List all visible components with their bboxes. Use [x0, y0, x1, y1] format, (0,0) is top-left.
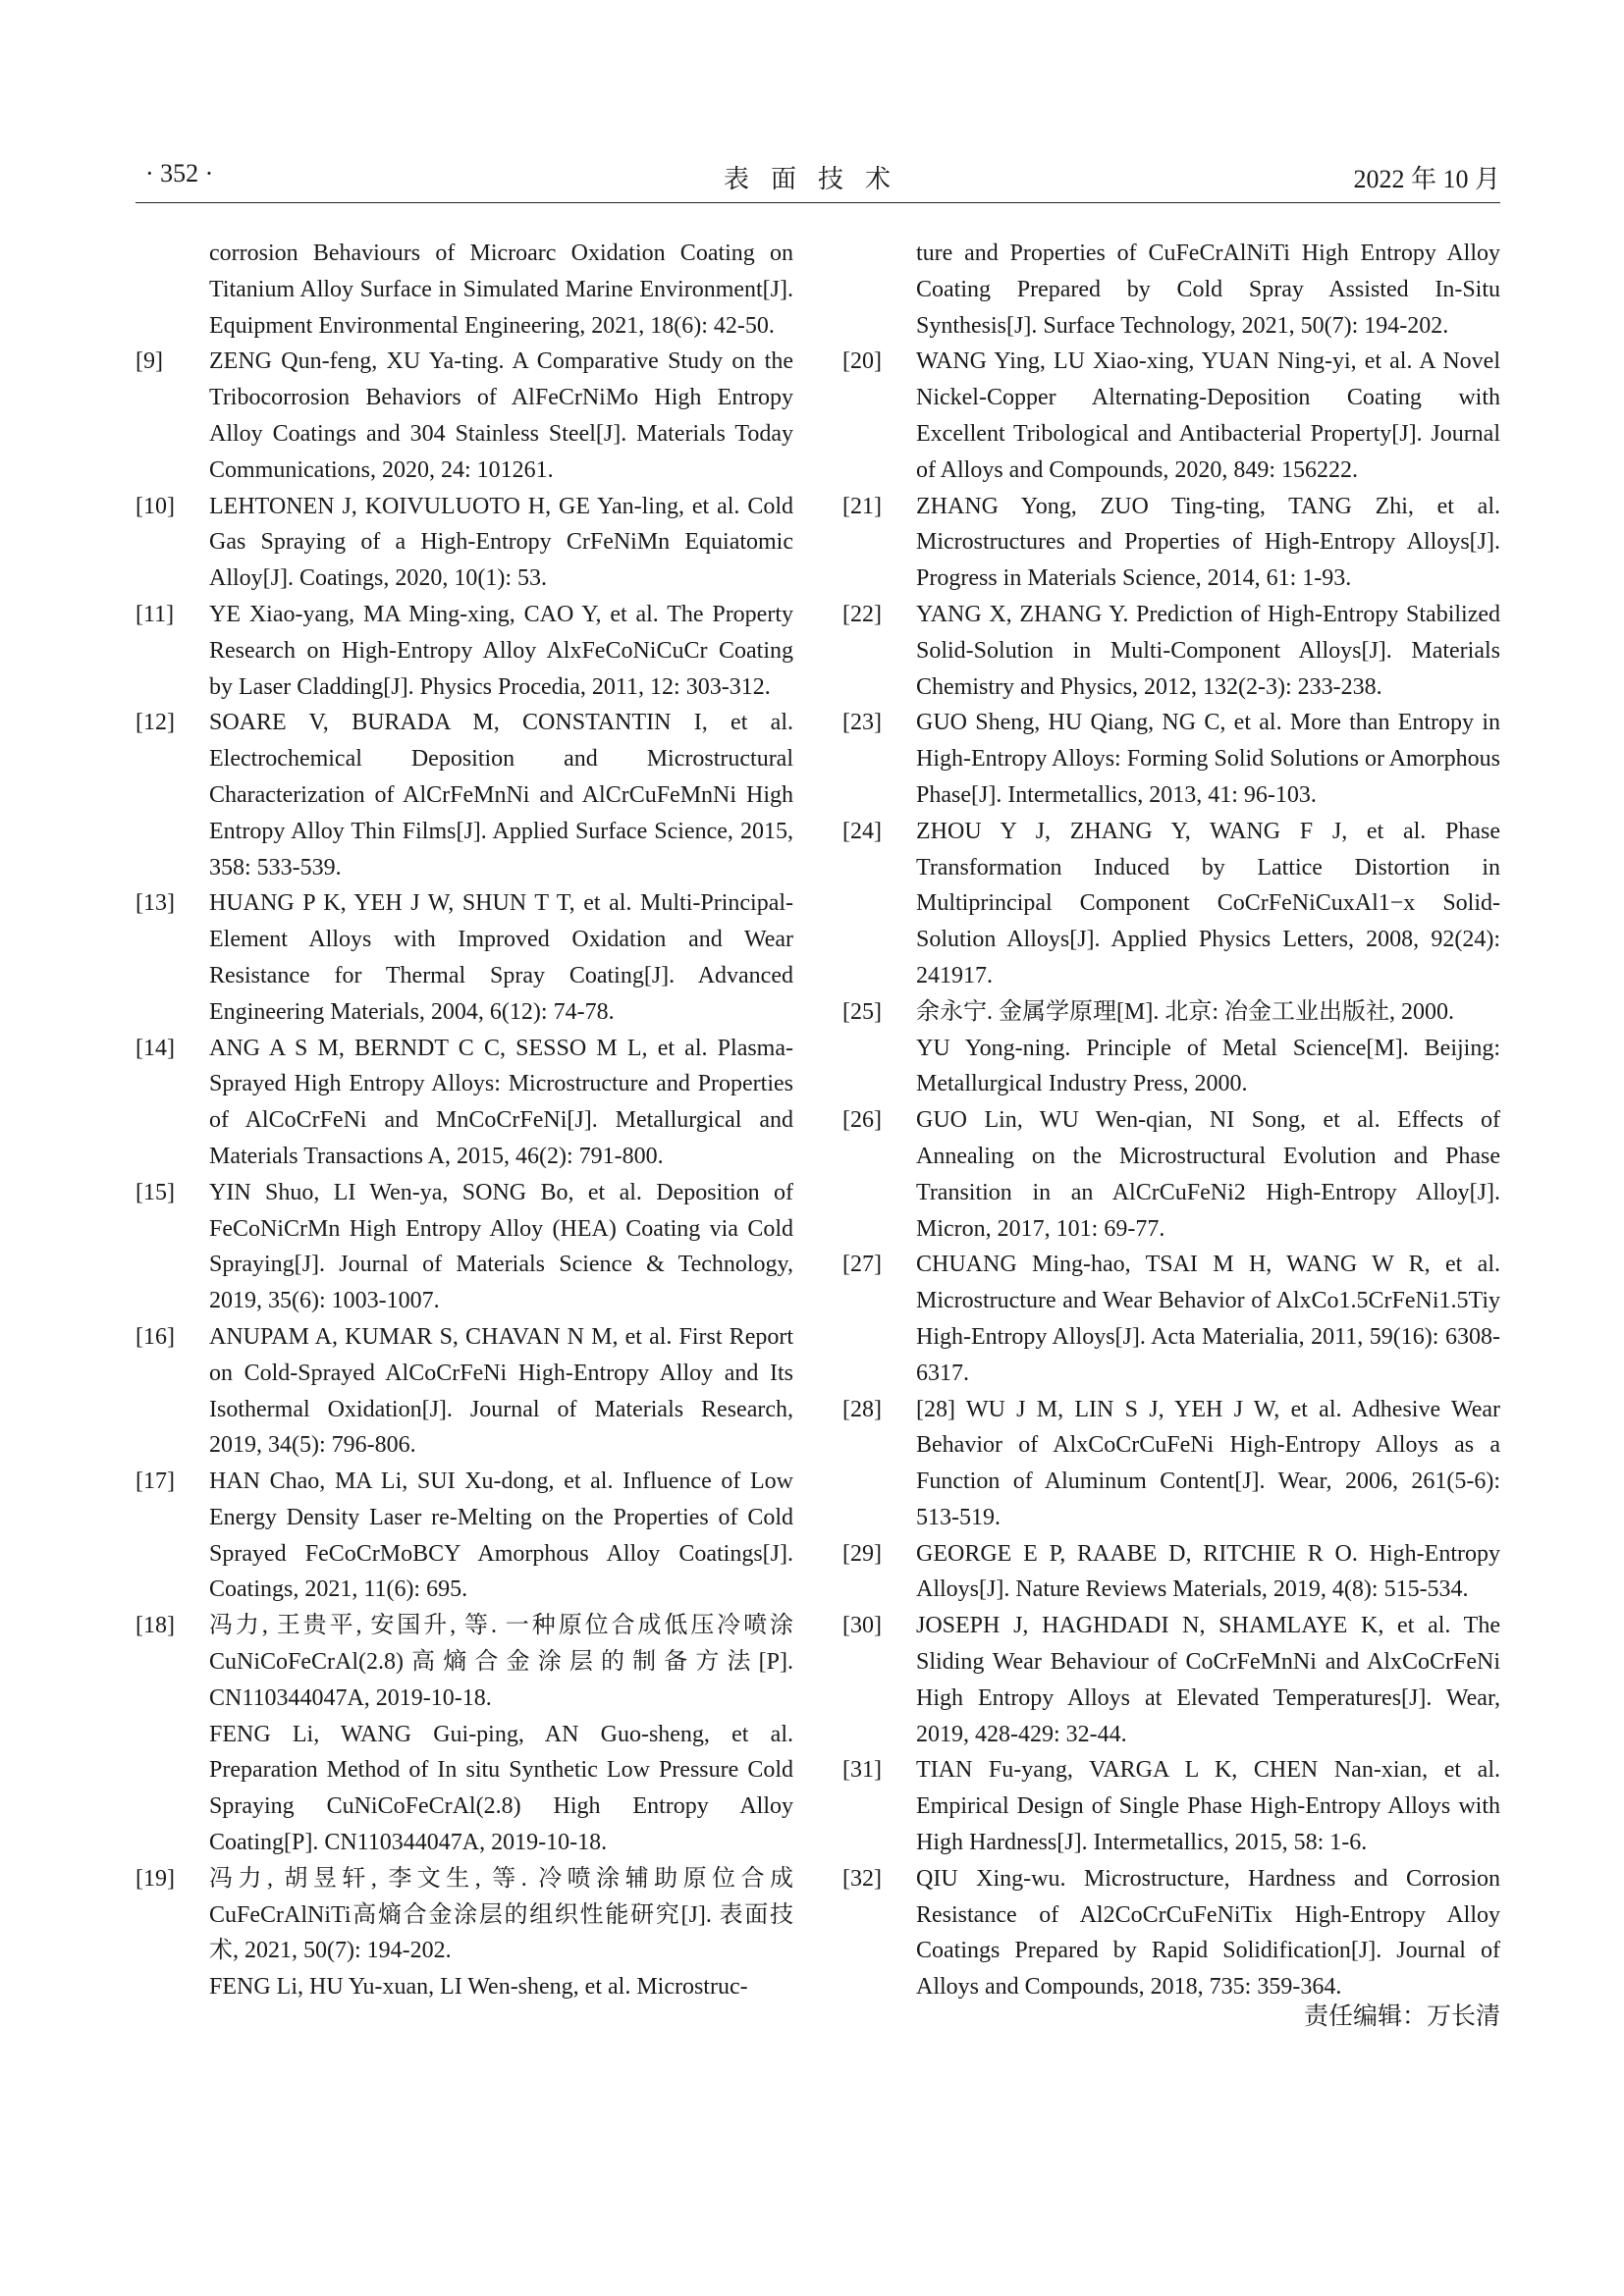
reference-number: [31]: [842, 1757, 882, 1784]
reference-number: [32]: [842, 1865, 882, 1892]
reference-text: YIN Shuo, LI Wen-ya, SONG Bo, et al. Deposition of FeCoNiCrMn High Entropy Alloy (HEA) Coating via Cold Spraying[J]. Journal of Materials Science & Technology, 2019, 35(6): 1003-1007.: [209, 1179, 793, 1314]
reference-text: YE Xiao-yang, MA Ming-xing, CAO Y, et al. The Property Research on High-Entropy Alloy AlxFeCoNiCuCr Coating by Laser Cladding[J]. Physics Procedia, 2011, 12: 303-312.: [209, 601, 793, 700]
reference-entry: [135, 1031, 793, 1175]
reference-text: SOARE V, BURADA M, CONSTANTIN I, et al. Electrochemical Deposition and Microstructural Characterization of AlCrFeMnNi and AlCrCuFeMnNi High Entropy Alloy Thin Films[J]. Applied Surface Science, 2015, 358: 533-539.: [209, 710, 793, 881]
reference-entry: [135, 1861, 793, 2005]
journal-title: 表面技术: [723, 165, 912, 193]
reference-text: GUO Sheng, HU Qiang, NG C, et al. More than Entropy in High-Entropy Alloys: Forming Solid Solutions or Amorphous Phase[J]. Intermetallics, 2013, 41: 96-103.: [916, 710, 1500, 808]
reference-entry: [135, 489, 793, 597]
right-column: [842, 236, 1500, 2005]
reference-entry: [135, 705, 793, 885]
reference-text: YANG X, ZHANG Y. Prediction of High-Entropy Stabilized Solid-Solution in Multi-Component Alloys[J]. Materials Chemistry and Physics, 2012, 132(2-3): 233-238.: [916, 601, 1500, 700]
reference-text: HAN Chao, MA Li, SUI Xu-dong, et al. Influence of Low Energy Density Laser re-Melting on the Properties of Cold Sprayed FeCoCrMoBCY Amorphous Alloy Coatings[J]. Coatings, 2021, 11(6): 695.: [209, 1468, 793, 1603]
header-rule: [135, 202, 1500, 203]
reference-entry: [842, 994, 1500, 1102]
reference-entry: [842, 1102, 1500, 1247]
reference-number: [16]: [135, 1323, 175, 1350]
page-number: · 352 ·: [145, 159, 214, 187]
reference-number: [15]: [135, 1179, 175, 1205]
reference-number: [14]: [135, 1035, 175, 1061]
reference-entry: [842, 344, 1500, 488]
reference-entry: [135, 236, 793, 344]
reference-number: [20]: [842, 348, 882, 375]
reference-text: YU Yong-ning. Principle of Metal Science[M]. Beijing: Metallurgical Industry Press, 2000.: [916, 1035, 1500, 1097]
reference-text: ANG A S M, BERNDT C C, SESSO M L, et al. Plasma-Sprayed High Entropy Alloys: Microstructure and Properties of AlCoCrFeNi and MnCoCrFeNi[J]. Metallurgical and Materials Transactions A, 2015, 46(2): 791-800.: [209, 1035, 793, 1169]
reference-text: 冯力, 王贵平, 安国升, 等. 一种原位合成低压冷喷涂CuNiCoFeCrAl(2.8)高熵合金涂层的制备方法[P]. CN110344047A, 2019-10-18.: [209, 1613, 793, 1711]
reference-entry: [135, 1319, 793, 1464]
reference-text: GEORGE E P, RAABE D, RITCHIE R O. High-Entropy Alloys[J]. Nature Reviews Materials, 2019, 4(8): 515-534.: [916, 1540, 1500, 1603]
reference-entry: [135, 597, 793, 705]
reference-text: FENG Li, HU Yu-xuan, LI Wen-sheng, et al. Microstruc-: [209, 1974, 748, 2001]
left-column: [135, 236, 793, 2005]
reference-text: QIU Xing-wu. Microstructure, Hardness and Corrosion Resistance of Al2CoCrCuFeNiTix High-Entropy Alloy Coatings Prepared by Rapid Solidification[J]. Journal of Alloys and Compounds, 2018, 735: 359-364.: [916, 1865, 1500, 2001]
reference-text: ZENG Qun-feng, XU Ya-ting. A Comparative Study on the Tribocorrosion Behaviors of AlFeCrNiMo High Entropy Alloy Coatings and 304 Stainless Steel[J]. Materials Today Communications, 2020, 24: 101261.: [209, 348, 793, 483]
reference-number: [28]: [842, 1396, 882, 1422]
reference-text: WANG Ying, LU Xiao-xing, YUAN Ning-yi, et al. A Novel Nickel-Copper Alternating-Deposition Coating with Excellent Tribological and Antibacterial Property[J]. Journal of Alloys and Compounds, 2020, 849: 156222.: [916, 348, 1500, 483]
issue-date: 2022 年 10 月: [1353, 165, 1500, 193]
reference-number: [21]: [842, 493, 882, 519]
reference-number: [22]: [842, 601, 882, 627]
reference-text: [28] WU J M, LIN S J, YEH J W, et al. Adhesive Wear Behavior of AlxCoCrCuFeNi High-Entropy Alloys as a Function of Aluminum Content[J]. Wear, 2006, 261(5-6): 513-519.: [916, 1396, 1500, 1530]
reference-text: ZHANG Yong, ZUO Ting-ting, TANG Zhi, et al. Microstructures and Properties of High-Entropy Alloys[J]. Progress in Materials Science, 2014, 61: 1-93.: [916, 493, 1500, 592]
reference-entry: [135, 1175, 793, 1319]
reference-text: GUO Lin, WU Wen-qian, NI Song, et al. Effects of Annealing on the Microstructural Evolution and Phase Transition in an AlCrCuFeNi2 High-Entropy Alloy[J]. Micron, 2017, 101: 69-77.: [916, 1107, 1500, 1242]
reference-text: ture and Properties of CuFeCrAlNiTi High Entropy Alloy Coating Prepared by Cold Spray Assisted In-Situ Synthesis[J]. Surface Technology, 2021, 50(7): 194-202.: [916, 240, 1500, 339]
reference-entry: [842, 236, 1500, 344]
reference-entry: [842, 1752, 1500, 1860]
reference-entry: [842, 1536, 1500, 1609]
reference-entry: [842, 1861, 1500, 2005]
reference-entry: [842, 814, 1500, 994]
reference-text: LEHTONEN J, KOIVULUOTO H, GE Yan-ling, et al. Cold Gas Spraying of a High-Entropy CrFeNiMn Equiatomic Alloy[J]. Coatings, 2020, 10(1): 53.: [209, 493, 793, 592]
reference-text: TIAN Fu-yang, VARGA L K, CHEN Nan-xian, et al. Empirical Design of Single Phase High-Entropy Alloys with High Hardness[J]. Intermetallics, 2015, 58: 1-6.: [916, 1757, 1500, 1856]
reference-number: [17]: [135, 1468, 175, 1495]
reference-entry: [842, 489, 1500, 597]
reference-number: [30]: [842, 1613, 882, 1639]
reference-entry: [135, 1464, 793, 1608]
reference-text: 冯力, 胡昱轩, 李文生, 等. 冷喷涂辅助原位合成CuFeCrAlNiTi高熵合金涂层的组织性能研究[J]. 表面技术, 2021, 50(7): 194-202.: [209, 1865, 793, 1964]
reference-text: ANUPAM A, KUMAR S, CHAVAN N M, et al. First Report on Cold-Sprayed AlCoCrFeNi High-Entropy Alloy and Its Isothermal Oxidation[J]. Journal of Materials Research, 2019, 34(5): 796-806.: [209, 1323, 793, 1459]
reference-text: JOSEPH J, HAGHDADI N, SHAMLAYE K, et al. The Sliding Wear Behaviour of CoCrFeMnNi and AlxCoCrFeNi High Entropy Alloys at Elevated Temperatures[J]. Wear, 2019, 428-429: 32-44.: [916, 1613, 1500, 1747]
reference-number: [29]: [842, 1540, 882, 1567]
reference-entry: [842, 705, 1500, 813]
reference-number: [12]: [135, 710, 175, 736]
reference-text: HUANG P K, YEH J W, SHUN T T, et al. Multi-Principal-Element Alloys with Improved Oxidation and Wear Resistance for Thermal Spray Coating[J]. Advanced Engineering Materials, 2004, 6(12): 74-78.: [209, 890, 793, 1025]
reference-text: corrosion Behaviours of Microarc Oxidation Coating on Titanium Alloy Surface in Simulated Marine Environment[J]. Equipment Environmental Engineering, 2021, 18(6): 42-50.: [209, 240, 793, 339]
reference-number: [26]: [842, 1107, 882, 1134]
running-header: [135, 155, 1500, 196]
reference-entry: [842, 1247, 1500, 1391]
reference-number: [10]: [135, 493, 175, 519]
reference-text: ZHOU Y J, ZHANG Y, WANG F J, et al. Phase Transformation Induced by Lattice Distortion in Multiprincipal Component CoCrFeNiCuxAl1−x Solid-Solution Alloys[J]. Applied Physics Letters, 2008, 92(24): 241917.: [916, 818, 1500, 988]
reference-entry: [842, 597, 1500, 705]
reference-entry: [135, 344, 793, 488]
reference-number: [23]: [842, 710, 882, 736]
reference-text: 余永宁. 金属学原理[M]. 北京: 冶金工业出版社, 2000.: [916, 998, 1454, 1025]
reference-entry: [842, 1392, 1500, 1536]
reference-text: FENG Li, WANG Gui-ping, AN Guo-sheng, et al. Preparation Method of In situ Synthetic Low Pressure Cold Spraying CuNiCoFeCrAl(2.8) High Entropy Alloy Coating[P]. CN110344047A, 2019-10-18.: [209, 1721, 793, 1856]
reference-number: [9]: [135, 348, 163, 375]
reference-number: [18]: [135, 1613, 175, 1639]
reference-entry: [135, 1608, 793, 1861]
reference-entry: [135, 885, 793, 1030]
reference-number: [27]: [842, 1252, 882, 1278]
reference-entry: [842, 1608, 1500, 1752]
responsible-editor: 责任编辑：万长清: [1303, 2003, 1500, 2030]
reference-number: [24]: [842, 818, 882, 844]
reference-number: [11]: [135, 601, 175, 627]
reference-number: [19]: [135, 1865, 175, 1892]
reference-number: [25]: [842, 998, 882, 1025]
reference-text: CHUANG Ming-hao, TSAI M H, WANG W R, et al. Microstructure and Wear Behavior of AlxCo1.5CrFeNi1.5Tiy High-Entropy Alloys[J]. Acta Materialia, 2011, 59(16): 6308-6317.: [916, 1252, 1500, 1386]
reference-number: [13]: [135, 890, 175, 917]
